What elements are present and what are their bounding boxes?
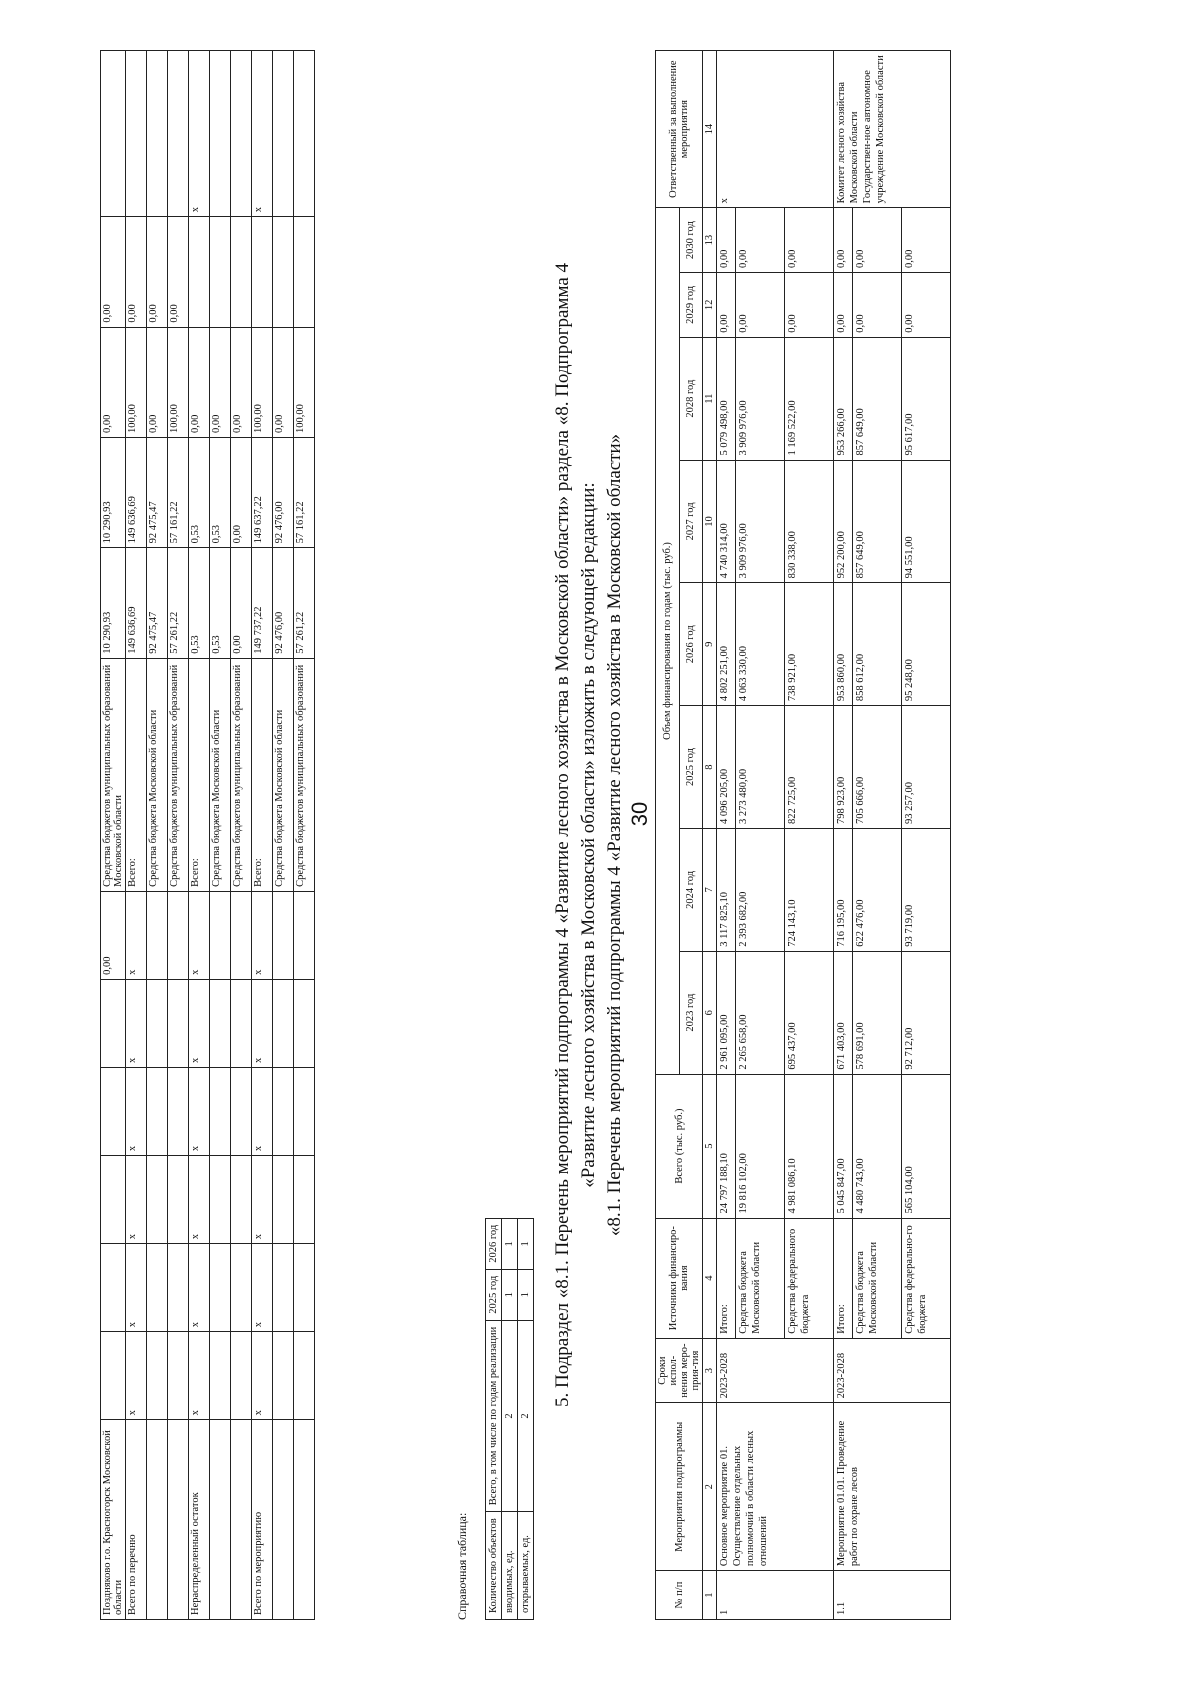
table-cell: х	[252, 1332, 273, 1420]
table-row	[231, 51, 252, 1620]
table-cell: Средства бюджетов муниципальных образований	[231, 658, 252, 891]
table-cell	[294, 891, 315, 979]
table-cell: 57 261,22	[168, 548, 189, 658]
table-cell	[168, 891, 189, 979]
table-cell: 0,00	[231, 437, 252, 547]
table-cell: 1	[717, 1571, 834, 1620]
table-cell: Всего по перечню	[126, 1420, 147, 1620]
ref-header: 2026 год	[486, 1218, 502, 1269]
table-cell: 0,00	[147, 327, 168, 437]
table-cell	[168, 979, 189, 1067]
table-cell: 0,00	[101, 217, 126, 327]
ref-header: 2025 год	[486, 1269, 502, 1320]
table-cell: 4 802 251,00	[717, 583, 736, 706]
index-cell: 6	[703, 951, 717, 1074]
table-cell: х	[126, 1156, 147, 1244]
table-cell: 5 045 847,00	[834, 1074, 853, 1218]
table-cell: Итого:	[717, 1218, 736, 1338]
table-cell	[294, 1068, 315, 1156]
table-cell: х	[126, 891, 147, 979]
table-cell: х	[252, 1244, 273, 1332]
table-cell	[168, 1068, 189, 1156]
heading-line: 5. Подраздел «8.1. Перечень мероприятий подпрограммы 4 «Развитие лесного хозяйства в Московской области» раздела «8. Подпрограмма 4	[552, 262, 573, 1408]
ref-cell: 2	[518, 1320, 534, 1512]
table-cell: 0,00	[902, 273, 951, 338]
ref-cell: открываемых, ед.	[518, 1512, 534, 1620]
index-cell: 4	[703, 1218, 717, 1338]
table-cell: 0,00	[736, 273, 785, 338]
table-cell	[210, 1068, 231, 1156]
col-header-year: 2023 год	[679, 951, 703, 1074]
table-row	[126, 51, 147, 1620]
table-cell: 94 551,00	[902, 460, 951, 583]
table-cell	[101, 1244, 126, 1332]
table-cell: 10 290,93	[101, 437, 126, 547]
ref-cell: 1	[502, 1269, 518, 1320]
table-cell: 798 923,00	[834, 706, 853, 829]
table-cell: Комитет лесного хозяйства Московской области Государствен-ное автономное учреждение Московской области	[834, 51, 951, 208]
table-cell: Средства бюджета Московской области	[147, 658, 168, 891]
table-cell: 149 737,22	[252, 548, 273, 658]
table-cell: х	[252, 51, 273, 217]
index-cell: 10	[703, 460, 717, 583]
table-cell: 724 143,10	[785, 828, 834, 951]
table-cell: 565 104,00	[902, 1074, 951, 1218]
table-cell: 2023-2028	[717, 1338, 834, 1403]
table-cell	[147, 1420, 168, 1620]
table-cell: 0,00	[834, 273, 853, 338]
table-cell	[101, 51, 126, 217]
table-cell: Средства бюджетов муниципальных образований	[168, 658, 189, 891]
table-cell: 858 612,00	[853, 583, 902, 706]
reference-table	[485, 1218, 534, 1620]
table-cell	[189, 217, 210, 327]
table-cell	[273, 1244, 294, 1332]
table-cell	[273, 1332, 294, 1420]
table-cell	[147, 51, 168, 217]
table-cell: 0,53	[189, 437, 210, 547]
table-cell: 830 338,00	[785, 460, 834, 583]
ref-cell: 1	[518, 1269, 534, 1320]
table-cell: х	[189, 1244, 210, 1332]
ref-cell: 2	[502, 1320, 518, 1512]
table-cell: Средства бюджета Московской области	[736, 1218, 785, 1338]
col-header-event: Мероприятия подпрограммы	[656, 1403, 703, 1571]
table-cell: Всего:	[252, 658, 273, 891]
col-header-no: № п/п	[656, 1571, 703, 1620]
table-cell	[126, 51, 147, 217]
table-cell	[147, 891, 168, 979]
table-cell: Основное мероприятие 01. Осуществление отдельных полномочий в области лесных отношений	[717, 1403, 834, 1571]
table-cell: 4 063 330,00	[736, 583, 785, 706]
table-cell	[273, 217, 294, 327]
table-cell: 0,00	[273, 327, 294, 437]
table-cell: 0,00	[126, 217, 147, 327]
table-cell: 57 161,22	[294, 437, 315, 547]
table-cell: х	[252, 1068, 273, 1156]
table-cell	[101, 1068, 126, 1156]
table-cell: 0,00	[210, 327, 231, 437]
table-cell: 857 649,00	[853, 460, 902, 583]
table-cell	[231, 1156, 252, 1244]
table-cell: 149 637,22	[252, 437, 273, 547]
table-cell: 92 712,00	[902, 951, 951, 1074]
heading-line: «8.1. Перечень мероприятий подпрограммы 4 «Развитие лесного хозяйства в Московской области»	[604, 433, 625, 1237]
table-cell	[273, 51, 294, 217]
table-cell	[273, 891, 294, 979]
index-cell: 8	[703, 706, 717, 829]
table-cell: 0,00	[717, 208, 736, 273]
table-cell	[101, 979, 126, 1067]
table-cell	[210, 979, 231, 1067]
table-cell: 3 909 976,00	[736, 460, 785, 583]
table-cell: 0,00	[853, 273, 902, 338]
col-header-total: Всего (тыс. руб.)	[656, 1074, 703, 1218]
table-cell: 0,00	[168, 217, 189, 327]
index-cell: 9	[703, 583, 717, 706]
table-cell: х	[189, 1332, 210, 1420]
table-cell: 4 981 086,10	[785, 1074, 834, 1218]
table-cell	[101, 1332, 126, 1420]
table-cell	[210, 891, 231, 979]
col-header-year: 2030 год	[679, 208, 703, 273]
table-cell	[147, 1244, 168, 1332]
table-row	[147, 51, 168, 1620]
table-cell: 0,53	[189, 548, 210, 658]
index-cell: 12	[703, 273, 717, 338]
index-cell: 7	[703, 828, 717, 951]
table-cell: х	[252, 979, 273, 1067]
ref-cell: вводимых, ед.	[502, 1512, 518, 1620]
table-cell: 95 248,00	[902, 583, 951, 706]
table-cell: 3 117 825,10	[717, 828, 736, 951]
table-cell	[168, 51, 189, 217]
table-row	[273, 51, 294, 1620]
table-cell	[210, 217, 231, 327]
col-header-by-year: Объем финансирования по годам (тыс. руб.)	[656, 208, 680, 1074]
table-row	[252, 51, 273, 1620]
table-cell: 952 200,00	[834, 460, 853, 583]
table-cell: 0,00	[902, 208, 951, 273]
ref-header: Всего, в том числе по годам реализации	[486, 1320, 502, 1512]
table-cell: 822 725,00	[785, 706, 834, 829]
table-cell: 3 909 976,00	[736, 337, 785, 460]
table-cell	[231, 217, 252, 327]
table-row	[518, 1218, 534, 1619]
table-cell: 2 265 658,00	[736, 951, 785, 1074]
reference-title: Справочная таблица:	[455, 1512, 469, 1620]
table-row	[717, 51, 736, 1620]
table-row	[189, 51, 210, 1620]
table-cell	[147, 1068, 168, 1156]
col-header-resp: Ответственный за выполнение мероприятия	[656, 51, 703, 208]
table-cell: 92 475,47	[147, 437, 168, 547]
table-cell: х	[252, 891, 273, 979]
index-cell: 13	[703, 208, 717, 273]
table-cell: 0,00	[717, 273, 736, 338]
table-cell: Средства федерального бюджета	[785, 1218, 834, 1338]
top-table	[100, 50, 315, 1620]
table-cell	[231, 1244, 252, 1332]
col-header-year: 2027 год	[679, 460, 703, 583]
ref-header: Количество объектов	[486, 1512, 502, 1620]
table-cell: 0,00	[147, 217, 168, 327]
table-cell: 57 161,22	[168, 437, 189, 547]
table-cell	[147, 979, 168, 1067]
table-cell: 100,00	[126, 327, 147, 437]
col-header-source: Источники финансиро-вания	[656, 1218, 703, 1338]
table-cell: 57 261,22	[294, 548, 315, 658]
table-cell	[231, 1420, 252, 1620]
index-row	[703, 51, 717, 1620]
table-cell: 0,00	[853, 208, 902, 273]
table-row	[502, 1218, 518, 1619]
table-cell: Средства федерально-го бюджета	[902, 1218, 951, 1338]
table-cell: 100,00	[168, 327, 189, 437]
table-cell: 0,00	[189, 327, 210, 437]
table-cell	[294, 217, 315, 327]
table-cell: 100,00	[252, 327, 273, 437]
table-cell	[273, 979, 294, 1067]
table-cell: 716 195,00	[834, 828, 853, 951]
table-cell	[210, 51, 231, 217]
table-cell: 0,00	[231, 327, 252, 437]
table-cell	[231, 51, 252, 217]
col-header-year: 2024 год	[679, 828, 703, 951]
table-cell: 622 476,00	[853, 828, 902, 951]
table-cell: х	[189, 51, 210, 217]
table-cell: Всего:	[126, 658, 147, 891]
table-cell	[294, 979, 315, 1067]
table-cell: 2 961 095,00	[717, 951, 736, 1074]
table-cell	[294, 1244, 315, 1332]
table-cell	[168, 1420, 189, 1620]
table-cell	[294, 1156, 315, 1244]
table-cell: 0,00	[101, 327, 126, 437]
table-cell: Всего:	[189, 658, 210, 891]
table-cell: 578 691,00	[853, 951, 902, 1074]
table-cell	[273, 1156, 294, 1244]
table-row	[210, 51, 231, 1620]
table-cell	[168, 1156, 189, 1244]
table-cell	[231, 979, 252, 1067]
table-cell: 3 273 480,00	[736, 706, 785, 829]
table-cell: Нераспределенный остаток	[189, 1420, 210, 1620]
table-cell: 953 266,00	[834, 337, 853, 460]
table-cell	[147, 1332, 168, 1420]
table-cell: 695 437,00	[785, 951, 834, 1074]
table-cell	[147, 1156, 168, 1244]
table-cell	[210, 1332, 231, 1420]
col-header-year: 2026 год	[679, 583, 703, 706]
table-cell: х	[189, 1068, 210, 1156]
page-number: 30	[627, 801, 652, 827]
table-cell: 0,00	[834, 208, 853, 273]
table-cell: 705 666,00	[853, 706, 902, 829]
table-cell: Итого:	[834, 1218, 853, 1338]
table-cell	[210, 1156, 231, 1244]
table-cell	[210, 1244, 231, 1332]
table-cell: х	[189, 891, 210, 979]
table-cell: 10 290,93	[101, 548, 126, 658]
section-heading	[550, 50, 628, 1620]
table-cell: х	[189, 1156, 210, 1244]
table-cell	[231, 1068, 252, 1156]
table-cell: 93 719,00	[902, 828, 951, 951]
col-header-period: Сроки испол-нения меро-прия-тия	[656, 1338, 703, 1403]
table-cell: 0,00	[101, 891, 126, 979]
col-header-year: 2029 год	[679, 273, 703, 338]
table-cell: 95 617,00	[902, 337, 951, 460]
table-cell: 0,00	[736, 208, 785, 273]
table-cell: Средства бюджета Московской области	[210, 658, 231, 891]
ref-cell: 1	[502, 1218, 518, 1269]
index-cell: 14	[703, 51, 717, 208]
main-table	[655, 50, 951, 1620]
table-cell	[294, 1332, 315, 1420]
table-cell	[168, 1332, 189, 1420]
table-cell	[294, 51, 315, 217]
table-cell: Средства бюджетов муниципальных образований Московской области	[101, 658, 126, 891]
table-cell: 0,53	[210, 437, 231, 547]
table-cell: 2 393 682,00	[736, 828, 785, 951]
table-cell: х	[717, 51, 834, 208]
table-cell	[231, 891, 252, 979]
table-cell: 953 860,00	[834, 583, 853, 706]
table-cell: 92 476,00	[273, 437, 294, 547]
table-cell: 857 649,00	[853, 337, 902, 460]
table-cell: 738 921,00	[785, 583, 834, 706]
heading-line: «Развитие лесного хозяйства в Московской области» изложить в следующей редакции:	[578, 482, 599, 1188]
table-cell	[101, 1156, 126, 1244]
table-cell: 24 797 188,10	[717, 1074, 736, 1218]
table-cell: 4 480 743,00	[853, 1074, 902, 1218]
index-cell: 5	[703, 1074, 717, 1218]
table-cell: Всего по мероприятию	[252, 1420, 273, 1620]
table-row	[834, 51, 853, 1620]
table-cell: х	[126, 1244, 147, 1332]
table-cell: Средства бюджета Московской области	[853, 1218, 902, 1338]
col-header-year: 2025 год	[679, 706, 703, 829]
index-cell: 1	[703, 1571, 717, 1620]
table-cell: 0,53	[210, 548, 231, 658]
index-cell: 3	[703, 1338, 717, 1403]
table-cell: 19 816 102,00	[736, 1074, 785, 1218]
table-cell: 4 740 314,00	[717, 460, 736, 583]
table-cell: 1.1	[834, 1571, 951, 1620]
table-cell	[273, 1420, 294, 1620]
table-cell: 100,00	[294, 327, 315, 437]
table-cell: х	[126, 979, 147, 1067]
table-cell: 92 476,00	[273, 548, 294, 658]
table-cell: 0,00	[231, 548, 252, 658]
table-cell: 0,00	[785, 273, 834, 338]
table-cell: 93 257,00	[902, 706, 951, 829]
table-cell	[294, 1420, 315, 1620]
table-cell: х	[189, 979, 210, 1067]
table-cell	[168, 1244, 189, 1332]
col-header-year: 2028 год	[679, 337, 703, 460]
table-cell: 4 096 205,00	[717, 706, 736, 829]
table-row	[294, 51, 315, 1620]
table-cell: 92 475,47	[147, 548, 168, 658]
landscape-content	[100, 50, 1100, 1620]
table-row	[168, 51, 189, 1620]
table-cell: х	[126, 1332, 147, 1420]
table-cell: Средства бюджета Московской области	[273, 658, 294, 891]
table-row	[101, 51, 126, 1620]
table-cell: х	[126, 1068, 147, 1156]
ref-cell: 1	[518, 1218, 534, 1269]
table-cell: Мероприятие 01.01. Проведение работ по охране лесов	[834, 1403, 951, 1571]
table-cell: Средства бюджетов муниципальных образований	[294, 658, 315, 891]
table-cell	[273, 1068, 294, 1156]
table-cell: 2023-2028	[834, 1338, 951, 1403]
index-cell: 2	[703, 1403, 717, 1571]
table-cell	[210, 1420, 231, 1620]
table-cell: 149 636,69	[126, 437, 147, 547]
table-cell	[252, 217, 273, 327]
table-cell: х	[252, 1156, 273, 1244]
table-cell: 0,00	[785, 208, 834, 273]
table-cell: 671 403,00	[834, 951, 853, 1074]
index-cell: 11	[703, 337, 717, 460]
table-cell	[231, 1332, 252, 1420]
table-cell: 149 636,69	[126, 548, 147, 658]
table-cell: 5 079 498,00	[717, 337, 736, 460]
table-cell: 1 169 522,00	[785, 337, 834, 460]
table-cell: Поздняково г.о. Красногорск Московской области	[101, 1420, 126, 1620]
